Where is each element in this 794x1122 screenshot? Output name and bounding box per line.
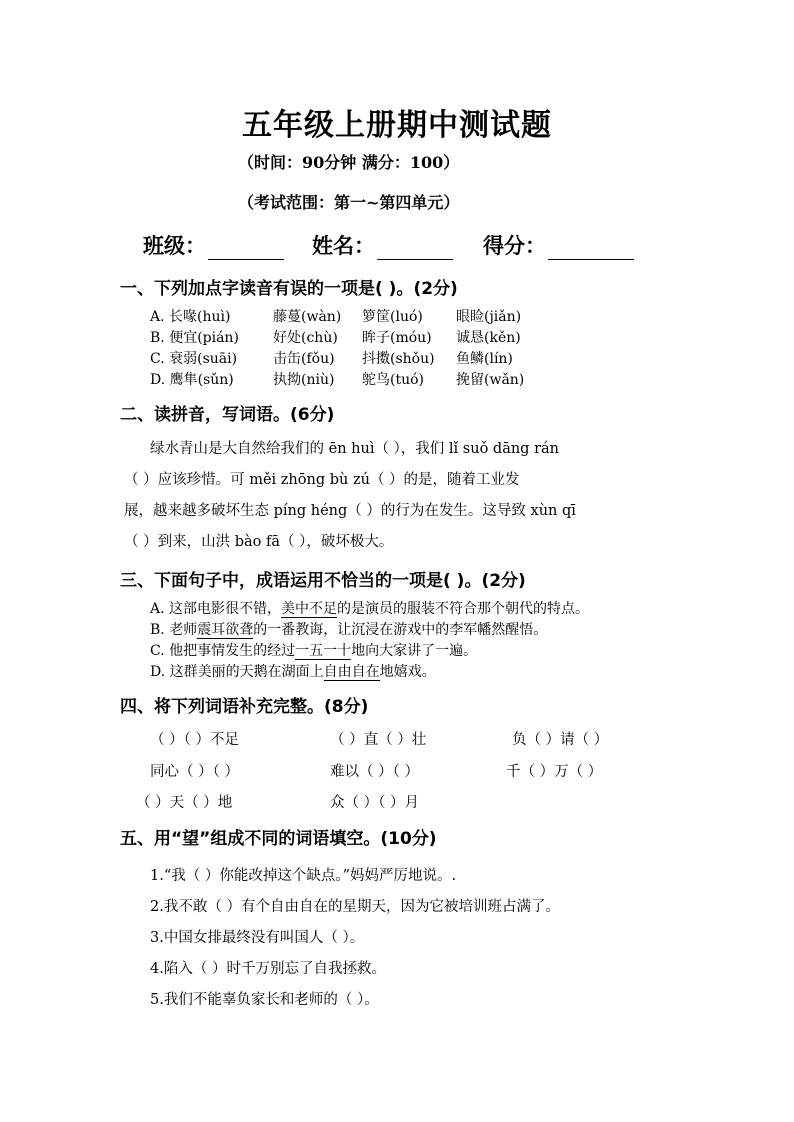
q3-d-pre: D. 这群美丽的天鹅在湖面上 bbox=[150, 664, 324, 680]
q3-option-d bbox=[150, 661, 436, 681]
q3-d-post: 地嬉戏。 bbox=[379, 664, 436, 680]
q1-d-4: 挽留(wǎn) bbox=[456, 372, 525, 388]
name-label: 姓名： bbox=[312, 234, 375, 258]
q1-d-3: 鸵鸟(tuó) bbox=[362, 372, 424, 388]
scope-info: （考试范围：第一~第四单元） bbox=[238, 193, 460, 212]
q3-c-idiom: 一五一十 bbox=[295, 643, 352, 659]
q1-a-2: 藤蔓(wàn) bbox=[273, 309, 342, 325]
q4-item-7: （ ）天（ ）地 bbox=[136, 795, 233, 811]
q1-d-1: D. 鹰隼(sǔn) bbox=[150, 372, 234, 388]
q1-d-2: 执拗(niù) bbox=[273, 372, 335, 388]
q3-a-post: 的是演员的服装不符合那个朝代的特点。 bbox=[337, 601, 590, 617]
q1-a-1: A. 长喙(huì) bbox=[150, 309, 231, 325]
q2-line-1: 绿水青山是大自然给我们的 ēn huì（ ），我们 lǐ suǒ dāng rán bbox=[150, 441, 559, 457]
q3-b-pre: B. 老师 bbox=[150, 622, 198, 638]
q1-b-2: 好处(chù) bbox=[273, 330, 338, 346]
q4-item-5: 难以（ ）（ ） bbox=[330, 764, 419, 780]
q5-item-3: 3.中国女排最终没有叫国人（ ）。 bbox=[150, 930, 365, 946]
q3-c-pre: C. 他把事情发生的经过 bbox=[150, 643, 296, 659]
q3-a-idiom: 美中不足 bbox=[281, 601, 338, 617]
q4-item-8: 众（ ）（ ）月 bbox=[330, 795, 419, 811]
class-label: 班级： bbox=[143, 234, 206, 258]
class-field bbox=[143, 230, 284, 260]
q1-a-4: 眼睑(jiǎn) bbox=[456, 309, 522, 325]
q5-heading: 五、用“望”组成不同的词语填空。(10分) bbox=[120, 829, 437, 849]
q3-d-idiom: 自由自在 bbox=[323, 664, 380, 680]
name-blank[interactable] bbox=[377, 239, 453, 260]
score-blank[interactable] bbox=[548, 239, 634, 260]
q4-item-1: （ ）（ ）不足 bbox=[150, 732, 239, 748]
q5-item-2: 2.我不敢（ ）有个自由自在的星期天，因为它被培训班占满了。 bbox=[150, 899, 560, 915]
q3-c-post: 地向大家讲了一遍。 bbox=[351, 643, 478, 659]
q4-heading: 四、将下列词语补充完整。(8分) bbox=[120, 697, 369, 717]
q1-b-1: B. 便宜(pián) bbox=[150, 330, 239, 346]
name-field bbox=[312, 230, 453, 260]
q4-item-6: 千（ ）万（ ） bbox=[506, 764, 603, 780]
q3-option-a bbox=[150, 598, 589, 618]
q5-item-5: 5.我们不能辜负家长和老师的（ ）。 bbox=[150, 992, 379, 1008]
q2-line-2: （ ）应该珍惜。可 měi zhōng bù zú（ ）的是，随着工业发 bbox=[124, 472, 520, 488]
q1-b-4: 诚恳(kěn) bbox=[456, 330, 521, 346]
time-info: （时间：90分钟 满分：100） bbox=[238, 153, 460, 172]
q3-b-idiom: 震耳欲聋 bbox=[197, 622, 254, 638]
q3-option-b bbox=[150, 619, 547, 639]
q3-b-post: 的一番教诲，让沉浸在游戏中的李军幡然醒悟。 bbox=[253, 622, 548, 638]
q5-item-1: 1.“我（ ）你能改掉这个缺点。”妈妈严厉地说。. bbox=[150, 868, 457, 884]
q4-item-4: 同心（ ）（ ） bbox=[150, 764, 239, 780]
q1-heading: 一、下列加点字读音有误的一项是( )。(2分) bbox=[120, 279, 458, 299]
q3-a-pre: A. 这部电影很不错， bbox=[150, 601, 282, 617]
q2-heading: 二、读拼音，写词语。(6分) bbox=[120, 405, 335, 425]
q2-line-4: （ ）到来，山洪 bào fā（ ），破坏极大。 bbox=[124, 534, 394, 550]
score-label: 得分： bbox=[483, 234, 546, 258]
q4-item-2: （ ）直（ ）壮 bbox=[330, 732, 427, 748]
q1-c-4: 鱼鳞(lín) bbox=[456, 351, 513, 367]
score-field bbox=[483, 230, 634, 260]
q2-line-3: 展，越来越多破坏生态 píng héng（ ）的行为在发生。这导致 xùn qī bbox=[124, 503, 576, 519]
q4-item-3: 负（ ）请（ ） bbox=[512, 732, 609, 748]
q1-a-3: 箩筐(luó) bbox=[362, 309, 423, 325]
q5-item-4: 4.陷入（ ）时千万别忘了自我拯救。 bbox=[150, 961, 386, 977]
q1-b-3: 眸子(móu) bbox=[362, 330, 432, 346]
q1-c-3: 抖擞(shǒu) bbox=[362, 351, 435, 367]
page-title: 五年级上册期中测试题 bbox=[242, 108, 552, 143]
q3-heading: 三、下面句子中，成语运用不恰当的一项是( )。(2分) bbox=[120, 571, 526, 591]
class-blank[interactable] bbox=[208, 239, 284, 260]
q1-c-2: 击缶(fǒu) bbox=[273, 351, 335, 367]
q1-c-1: C. 衰弱(suāi) bbox=[150, 351, 238, 367]
q3-option-c bbox=[150, 640, 477, 660]
